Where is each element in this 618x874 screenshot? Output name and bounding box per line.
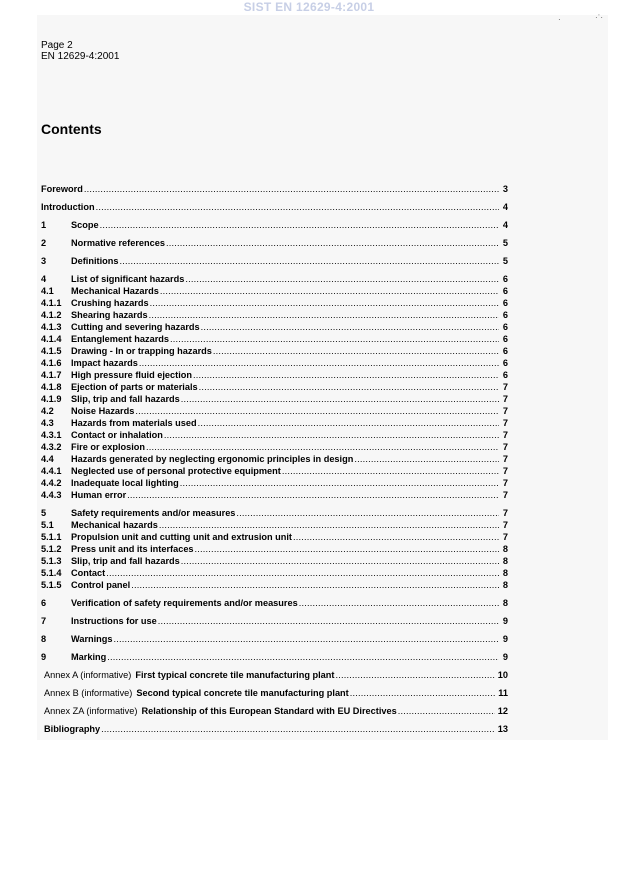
toc-leader-dots	[146, 441, 499, 453]
toc-leader-dots	[149, 309, 499, 321]
toc-entry[interactable]	[41, 507, 508, 519]
toc-entry[interactable]	[41, 477, 508, 489]
toc-entry-number: 4.1.8	[41, 382, 62, 392]
toc-leader-dots	[160, 285, 499, 297]
toc-entry[interactable]	[41, 615, 508, 627]
toc-entry-page: 8	[502, 598, 508, 608]
toc-leader-dots	[158, 615, 499, 627]
toc-entry-number: 5.1	[41, 520, 54, 530]
toc-entry-number: 4.1.5	[41, 346, 62, 356]
toc-entry-title: Introduction	[41, 202, 95, 212]
toc-leader-dots	[139, 357, 499, 369]
toc-entry-page: 7	[502, 490, 508, 500]
scan-artifact: ·ˈ·	[595, 13, 603, 22]
toc-leader-dots	[350, 687, 495, 699]
toc-entry[interactable]	[41, 369, 508, 381]
toc-leader-dots	[180, 477, 499, 489]
toc-entry-title: Foreword	[41, 184, 83, 194]
toc-entry-title: Slip, trip and fall hazards	[71, 394, 180, 404]
toc-entry-page: 6	[502, 322, 508, 332]
toc-entry-title: Second typical concrete tile manufacturing plant	[136, 688, 349, 698]
toc-entry-number: 4.1	[41, 286, 54, 296]
toc-entry-title: High pressure fluid ejection	[71, 370, 192, 380]
toc-entry-page: 6	[502, 358, 508, 368]
toc-leader-dots	[185, 273, 499, 285]
toc-entry-number: 2	[41, 238, 47, 248]
toc-entry-number: 4.4	[41, 454, 54, 464]
toc-leader-dots	[135, 405, 499, 417]
toc-entry[interactable]	[41, 309, 508, 321]
toc-entry-page: 9	[502, 616, 508, 626]
toc-entry-page: 9	[502, 652, 508, 662]
toc-entry-number: 4.1.4	[41, 334, 62, 344]
toc-entry[interactable]	[41, 381, 508, 393]
toc-entry-number: 8	[41, 634, 47, 644]
toc-entry-page: 7	[502, 406, 508, 416]
toc-leader-dots	[198, 417, 499, 429]
toc-entry-annex-label: Annex ZA (informative)	[44, 706, 138, 716]
toc-entry[interactable]	[41, 255, 508, 267]
toc-entry-number: 4.1.1	[41, 298, 62, 308]
toc-entry[interactable]	[41, 705, 508, 717]
toc-entry-page: 13	[497, 724, 508, 734]
toc-entry-page: 4	[502, 220, 508, 230]
toc-entry-page: 5	[502, 256, 508, 266]
toc-entry-title: Mechanical Hazards	[71, 286, 159, 296]
toc-entry-title: Contact	[71, 568, 106, 578]
toc-entry-number: 9	[41, 652, 47, 662]
toc-entry[interactable]	[41, 321, 508, 333]
toc-entry[interactable]	[41, 687, 508, 699]
toc-entry[interactable]	[41, 441, 508, 453]
toc-entry-number: 4.3	[41, 418, 54, 428]
scan-artifact: ·	[558, 15, 561, 24]
toc-entry-number: 4.3.1	[41, 430, 62, 440]
toc-entry-title: Cutting and severing hazards	[71, 322, 200, 332]
toc-entry-number: 7	[41, 616, 47, 626]
toc-leader-dots	[236, 507, 499, 519]
toc-leader-dots	[354, 453, 499, 465]
toc-entry-page: 7	[502, 466, 508, 476]
toc-entry-annex-label: Annex B (informative)	[44, 688, 133, 698]
toc-leader-dots	[181, 555, 499, 567]
toc-entry-page: 8	[502, 580, 508, 590]
toc-leader-dots	[201, 321, 499, 333]
page-number: Page 2	[41, 40, 73, 51]
toc-entry-page: 4	[502, 202, 508, 212]
toc-entry-page: 7	[502, 520, 508, 530]
toc-leader-dots	[84, 183, 499, 195]
toc-entry-page: 7	[502, 442, 508, 452]
toc-entry-number: 5.1.4	[41, 568, 62, 578]
toc-entry-number: 4.1.2	[41, 310, 62, 320]
toc-entry[interactable]	[41, 669, 508, 681]
toc-leader-dots	[335, 669, 495, 681]
toc-leader-dots	[282, 465, 499, 477]
toc-entry-title: Instructions for use	[71, 616, 157, 626]
toc-leader-dots	[150, 297, 499, 309]
toc-leader-dots	[299, 597, 499, 609]
toc-entry[interactable]	[41, 285, 508, 297]
toc-entry-page: 7	[502, 478, 508, 488]
toc-entry-page: 7	[502, 394, 508, 404]
toc-entry[interactable]	[41, 333, 508, 345]
toc-leader-dots	[293, 531, 499, 543]
toc-entry-number: 4.4.3	[41, 490, 62, 500]
toc-entry[interactable]	[41, 531, 508, 543]
toc-entry-number: 4	[41, 274, 47, 284]
toc-leader-dots	[166, 237, 499, 249]
toc-entry-title: Safety requirements and/or measures	[71, 508, 236, 518]
toc-entry[interactable]	[41, 519, 508, 531]
toc-entry-title: Neglected use of personal protective equipment	[71, 466, 281, 476]
toc-entry-page: 6	[502, 334, 508, 344]
toc-entry-page: 6	[502, 310, 508, 320]
toc-entry[interactable]	[41, 405, 508, 417]
toc-entry[interactable]	[41, 453, 508, 465]
toc-entry-number: 5.1.2	[41, 544, 62, 554]
toc-entry-number: 4.4.2	[41, 478, 62, 488]
toc-entry[interactable]	[41, 465, 508, 477]
toc-entry[interactable]	[41, 543, 508, 555]
toc-entry-title: Bibliography	[44, 724, 101, 734]
watermark: SIST EN 12629-4:2001	[243, 0, 375, 14]
toc-entry-title: Contact or inhalation	[71, 430, 163, 440]
toc-entry-title: Mechanical hazards	[71, 520, 158, 530]
toc-entry-title: Marking	[71, 652, 107, 662]
toc-entry-title: Scope	[71, 220, 99, 230]
toc-entry-page: 11	[498, 688, 508, 698]
toc-leader-dots	[195, 543, 499, 555]
toc-leader-dots	[96, 201, 499, 213]
toc-entry-number: 5	[41, 508, 47, 518]
toc-entry-title: Human error	[71, 490, 127, 500]
toc-entry-title: Normative references	[71, 238, 165, 248]
toc-entry[interactable]	[41, 237, 508, 249]
toc-entry[interactable]	[41, 219, 508, 231]
toc-entry-page: 7	[502, 430, 508, 440]
toc-leader-dots	[107, 651, 499, 663]
toc-entry-number: 4.1.3	[41, 322, 62, 332]
toc-entry-title: List of significant hazards	[71, 274, 185, 284]
toc-entry-page: 8	[502, 568, 508, 578]
toc-entry-title: Relationship of this European Standard with EU Directives	[141, 706, 397, 716]
toc-entry-page: 7	[502, 532, 508, 542]
toc-entry-title: Hazards from materials used	[71, 418, 197, 428]
toc-entry[interactable]	[41, 417, 508, 429]
toc-leader-dots	[131, 579, 499, 591]
toc-entry-annex-label: Annex A (informative)	[44, 670, 132, 680]
page-title: Contents	[41, 121, 102, 137]
toc-entry-title: Hazards generated by neglecting ergonomic principles in design	[71, 454, 354, 464]
toc-entry-title: Crushing hazards	[71, 298, 149, 308]
toc-entry-number: 6	[41, 598, 47, 608]
toc-entry[interactable]	[41, 345, 508, 357]
toc-entry-title: Impact hazards	[71, 358, 138, 368]
toc-entry-page: 3	[502, 184, 508, 194]
toc-entry-number: 4.1.9	[41, 394, 62, 404]
toc-entry-number: 5.1.1	[41, 532, 62, 542]
toc-entry[interactable]	[41, 723, 508, 735]
toc-entry-page: 9	[502, 634, 508, 644]
table-of-contents	[41, 183, 508, 735]
toc-entry-page: 7	[502, 418, 508, 428]
toc-entry[interactable]	[41, 651, 508, 663]
toc-entry-page: 6	[502, 370, 508, 380]
toc-entry-number: 4.1.7	[41, 370, 62, 380]
toc-leader-dots	[159, 519, 499, 531]
toc-entry-title: Verification of safety requirements and/or measures	[71, 598, 298, 608]
toc-leader-dots	[181, 393, 499, 405]
toc-entry[interactable]	[41, 201, 508, 213]
toc-leader-dots	[193, 369, 499, 381]
toc-entry-title: Control panel	[71, 580, 131, 590]
toc-entry-number: 4.2	[41, 406, 54, 416]
toc-entry-title: Press unit and its interfaces	[71, 544, 194, 554]
toc-entry-page: 7	[502, 382, 508, 392]
toc-entry[interactable]	[41, 273, 508, 285]
toc-leader-dots	[398, 705, 495, 717]
toc-entry-page: 7	[502, 508, 508, 518]
toc-entry-title: Shearing hazards	[71, 310, 148, 320]
toc-entry[interactable]	[41, 357, 508, 369]
toc-entry-number: 5.1.3	[41, 556, 62, 566]
toc-leader-dots	[101, 723, 495, 735]
toc-entry-title: Propulsion unit and cutting unit and extrusion unit	[71, 532, 292, 542]
toc-entry-title: Ejection of parts or materials	[71, 382, 198, 392]
toc-entry-number: 3	[41, 256, 47, 266]
toc-entry-title: Inadequate local lighting	[71, 478, 179, 488]
toc-entry-page: 6	[502, 286, 508, 296]
toc-entry[interactable]	[41, 567, 508, 579]
toc-entry-title: Definitions	[71, 256, 119, 266]
toc-entry[interactable]	[41, 597, 508, 609]
toc-entry-page: 12	[497, 706, 508, 716]
toc-entry-page: 8	[502, 556, 508, 566]
toc-entry-title: Fire or explosion	[71, 442, 146, 452]
toc-leader-dots	[106, 567, 499, 579]
toc-leader-dots	[127, 489, 499, 501]
toc-leader-dots	[213, 345, 499, 357]
toc-entry-page: 8	[502, 544, 508, 554]
toc-entry-page: 10	[497, 670, 508, 680]
toc-entry[interactable]	[41, 489, 508, 501]
toc-entry-page: 5	[502, 238, 508, 248]
toc-entry[interactable]	[41, 393, 508, 405]
toc-entry-page: 6	[502, 274, 508, 284]
toc-entry-title: Noise Hazards	[71, 406, 135, 416]
toc-entry-number: 1	[41, 220, 47, 230]
toc-entry-number: 4.3.2	[41, 442, 62, 452]
toc-leader-dots	[199, 381, 499, 393]
toc-leader-dots	[164, 429, 499, 441]
toc-entry-number: 4.4.1	[41, 466, 62, 476]
toc-entry-page: 6	[502, 346, 508, 356]
toc-entry-title: Warnings	[71, 634, 113, 644]
toc-entry-title: First typical concrete tile manufacturing plant	[135, 670, 335, 680]
toc-entry-number: 5.1.5	[41, 580, 62, 590]
toc-entry[interactable]	[41, 555, 508, 567]
toc-leader-dots	[100, 219, 499, 231]
toc-entry[interactable]	[41, 297, 508, 309]
toc-leader-dots	[170, 333, 499, 345]
toc-entry-title: Entanglement hazards	[71, 334, 170, 344]
toc-entry[interactable]	[41, 183, 508, 195]
standard-id: EN 12629-4:2001	[41, 51, 120, 62]
toc-entry[interactable]	[41, 429, 508, 441]
toc-entry-title: Slip, trip and fall hazards	[71, 556, 180, 566]
toc-entry-page: 7	[502, 454, 508, 464]
toc-leader-dots	[119, 255, 499, 267]
toc-entry[interactable]	[41, 633, 508, 645]
toc-entry-page: 6	[502, 298, 508, 308]
toc-entry-number: 4.1.6	[41, 358, 62, 368]
toc-entry[interactable]	[41, 579, 508, 591]
toc-entry-title: Drawing - In or trapping hazards	[71, 346, 212, 356]
toc-leader-dots	[114, 633, 499, 645]
